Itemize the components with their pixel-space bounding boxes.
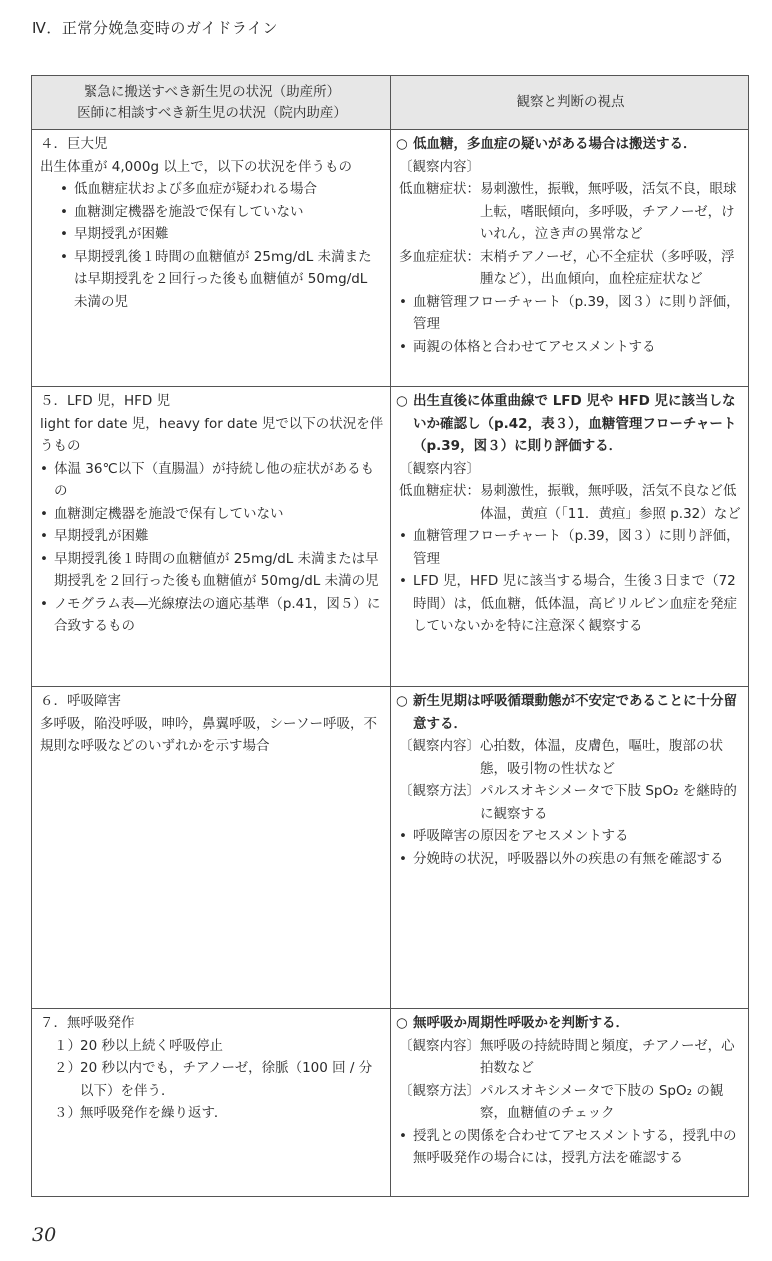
row-condition-cell bbox=[32, 130, 391, 387]
list-item: • 血糖管理フローチャート（p.39，図３）に則り評価，管理 bbox=[399, 525, 742, 570]
obs-item-key: 〔観察内容〕 bbox=[399, 1037, 480, 1054]
list-item: • 早期授乳後１時間の血糖値が 25mg/dL 未満または早期授乳を２回行った後も血糖値が 50mg/dL 未満の児 bbox=[40, 548, 384, 593]
obs-item-value: 末梢チアノーゼ，心不全症状（多呼吸，浮腫など），出血傾向，血栓症症状など bbox=[480, 248, 735, 287]
row-title: ６．呼吸障害 bbox=[40, 693, 121, 709]
row-observation-cell bbox=[391, 130, 749, 387]
list-item: • 体温 36℃以下（直腸温）が持続し他の症状があるもの bbox=[40, 458, 384, 503]
row-lead: ○ 無呼吸か周期性呼吸かを判断する． bbox=[399, 1012, 742, 1035]
obs-item-key: 〔観察内容〕 bbox=[399, 738, 480, 754]
list-item: • 両親の体格と合わせてアセスメントする bbox=[399, 336, 742, 359]
list-item: • 早期授乳が困難 bbox=[60, 223, 384, 246]
obs-item bbox=[399, 1080, 742, 1125]
header-left-line1: 緊急に搬送すべき新生児の状況（助産所） bbox=[83, 83, 341, 100]
obs-item bbox=[399, 246, 742, 291]
row-title: ４．巨大児 bbox=[40, 136, 108, 152]
obs-item bbox=[399, 480, 742, 525]
header-left-line2: 医師に相談すべき新生児の状況（院内助産） bbox=[77, 104, 347, 121]
row-observation-cell bbox=[391, 687, 749, 1009]
numbered-item-text: 20 秒以上続く呼吸停止 bbox=[80, 1037, 223, 1054]
table-row bbox=[32, 130, 749, 387]
numbered-item-text: 20 秒以内でも，チアノーゼ，徐脈（100 回 / 分以下）を伴う． bbox=[80, 1060, 373, 1099]
list-item: • LFD 児，HFD 児に該当する場合，生後３日まで（72 時間）は，低血糖，低体温，高ビリルビン血症を発症していないかを特に注意深く観察する bbox=[399, 570, 742, 638]
table-row bbox=[32, 1009, 749, 1197]
obs-label: 〔観察内容〕 bbox=[399, 460, 480, 477]
header-right: 観察と判断の視点 bbox=[391, 76, 749, 130]
row-lead: ○ 出生直後に体重曲線で LFD 児や HFD 児に該当しないか確認し（p.42，表３），血糖管理フローチャート（p.39，図３）に則り評価する． bbox=[399, 390, 742, 458]
numbered-item bbox=[40, 1102, 384, 1125]
list-item: • 分娩時の状況，呼吸器以外の疾患の有無を確認する bbox=[399, 848, 742, 871]
list-item: • ノモグラム表―光線療法の適応基準（p.41，図５）に合致するもの bbox=[40, 593, 384, 638]
page-number: 30 bbox=[32, 1224, 57, 1246]
numbered-item-index: ３） bbox=[54, 1105, 81, 1121]
list-item: • 血糖測定機器を施設で保有していない bbox=[60, 201, 384, 224]
guideline-table bbox=[31, 75, 749, 1197]
row-intro: light for date 児，heavy for date 児で以下の状況を伴うもの bbox=[40, 415, 384, 454]
list-item: • 授乳との関係を合わせてアセスメントする，授乳中の無呼吸発作の場合には，授乳方法を確認する bbox=[399, 1125, 742, 1170]
row-observation-cell bbox=[391, 387, 749, 687]
list-item: • 血糖管理フローチャート（p.39，図３）に則り評価，管理 bbox=[399, 291, 742, 336]
obs-item bbox=[399, 178, 742, 246]
obs-item-value: パルスオキシメータで下肢の SpO₂ の観察，血糖値のチェック bbox=[480, 1082, 724, 1121]
row-condition-cell bbox=[32, 1009, 391, 1197]
obs-label: 〔観察内容〕 bbox=[399, 158, 480, 175]
obs-item-value: パルスオキシメータで下肢 SpO₂ を継時的に観察する bbox=[480, 783, 737, 822]
obs-item bbox=[399, 780, 742, 825]
obs-item bbox=[399, 735, 742, 780]
row-lead: ○ 低血糖，多血症の疑いがある場合は搬送する． bbox=[399, 133, 742, 156]
row-condition-cell bbox=[32, 387, 391, 687]
list-item: • 血糖測定機器を施設で保有していない bbox=[40, 503, 384, 526]
table-header-row bbox=[32, 76, 749, 130]
list-item: • 低血糖症状および多血症が疑われる場合 bbox=[60, 178, 384, 201]
list-item: • 呼吸障害の原因をアセスメントする bbox=[399, 825, 742, 848]
row-intro: 多呼吸，陥没呼吸，呻吟，鼻翼呼吸，シーソー呼吸，不規則な呼吸などのいずれかを示す場合 bbox=[40, 715, 377, 754]
obs-item-key: 低血糖症状： bbox=[399, 181, 480, 197]
numbered-item bbox=[40, 1057, 384, 1102]
obs-item-value: 易刺激性，振戦，無呼吸，活気不良など低体温，黄疸（「11．黄疸」参照 p.32）など bbox=[480, 483, 741, 522]
obs-item-value: 易刺激性，振戦，無呼吸，活気不良，眼球上転，嗜眠傾向，多呼吸，チアノーゼ，けいれん，泣き声の異常など bbox=[480, 181, 737, 242]
obs-item-value: 無呼吸の持続時間と頻度，チアノーゼ，心拍数など bbox=[480, 1037, 735, 1076]
obs-item-key: 〔観察方法〕 bbox=[399, 1082, 480, 1099]
numbered-item-text: 無呼吸発作を繰り返す． bbox=[80, 1105, 228, 1121]
row-condition-cell bbox=[32, 687, 391, 1009]
obs-item bbox=[399, 1035, 742, 1080]
row-lead: ○ 新生児期は呼吸循環動態が不安定であることに十分留意する． bbox=[399, 690, 742, 735]
numbered-item-index: １） bbox=[54, 1037, 81, 1054]
header-left bbox=[32, 76, 391, 130]
row-title: ５．LFD 児，HFD 児 bbox=[40, 393, 171, 409]
chapter-title: Ⅳ．正常分娩急変時のガイドライン bbox=[32, 19, 278, 37]
obs-item-key: 〔観察方法〕 bbox=[399, 783, 480, 799]
row-title: ７．無呼吸発作 bbox=[40, 1015, 135, 1031]
obs-item-key: 多血症症状： bbox=[399, 248, 480, 265]
numbered-item bbox=[40, 1035, 384, 1058]
table-row bbox=[32, 387, 749, 687]
list-item: • 早期授乳後１時間の血糖値が 25mg/dL 未満または早期授乳を２回行った後も血糖値が 50mg/dL 未満の児 bbox=[60, 246, 384, 314]
list-item: • 早期授乳が困難 bbox=[40, 525, 384, 548]
obs-item-key: 低血糖症状： bbox=[399, 483, 480, 499]
row-observation-cell bbox=[391, 1009, 749, 1197]
numbered-item-index: ２） bbox=[54, 1060, 81, 1076]
row-intro: 出生体重が 4,000g 以上で，以下の状況を伴うもの bbox=[40, 158, 353, 175]
obs-item-value: 心拍数，体温，皮膚色，嘔吐，腹部の状態，吸引物の性状など bbox=[480, 738, 723, 777]
table-row bbox=[32, 687, 749, 1009]
